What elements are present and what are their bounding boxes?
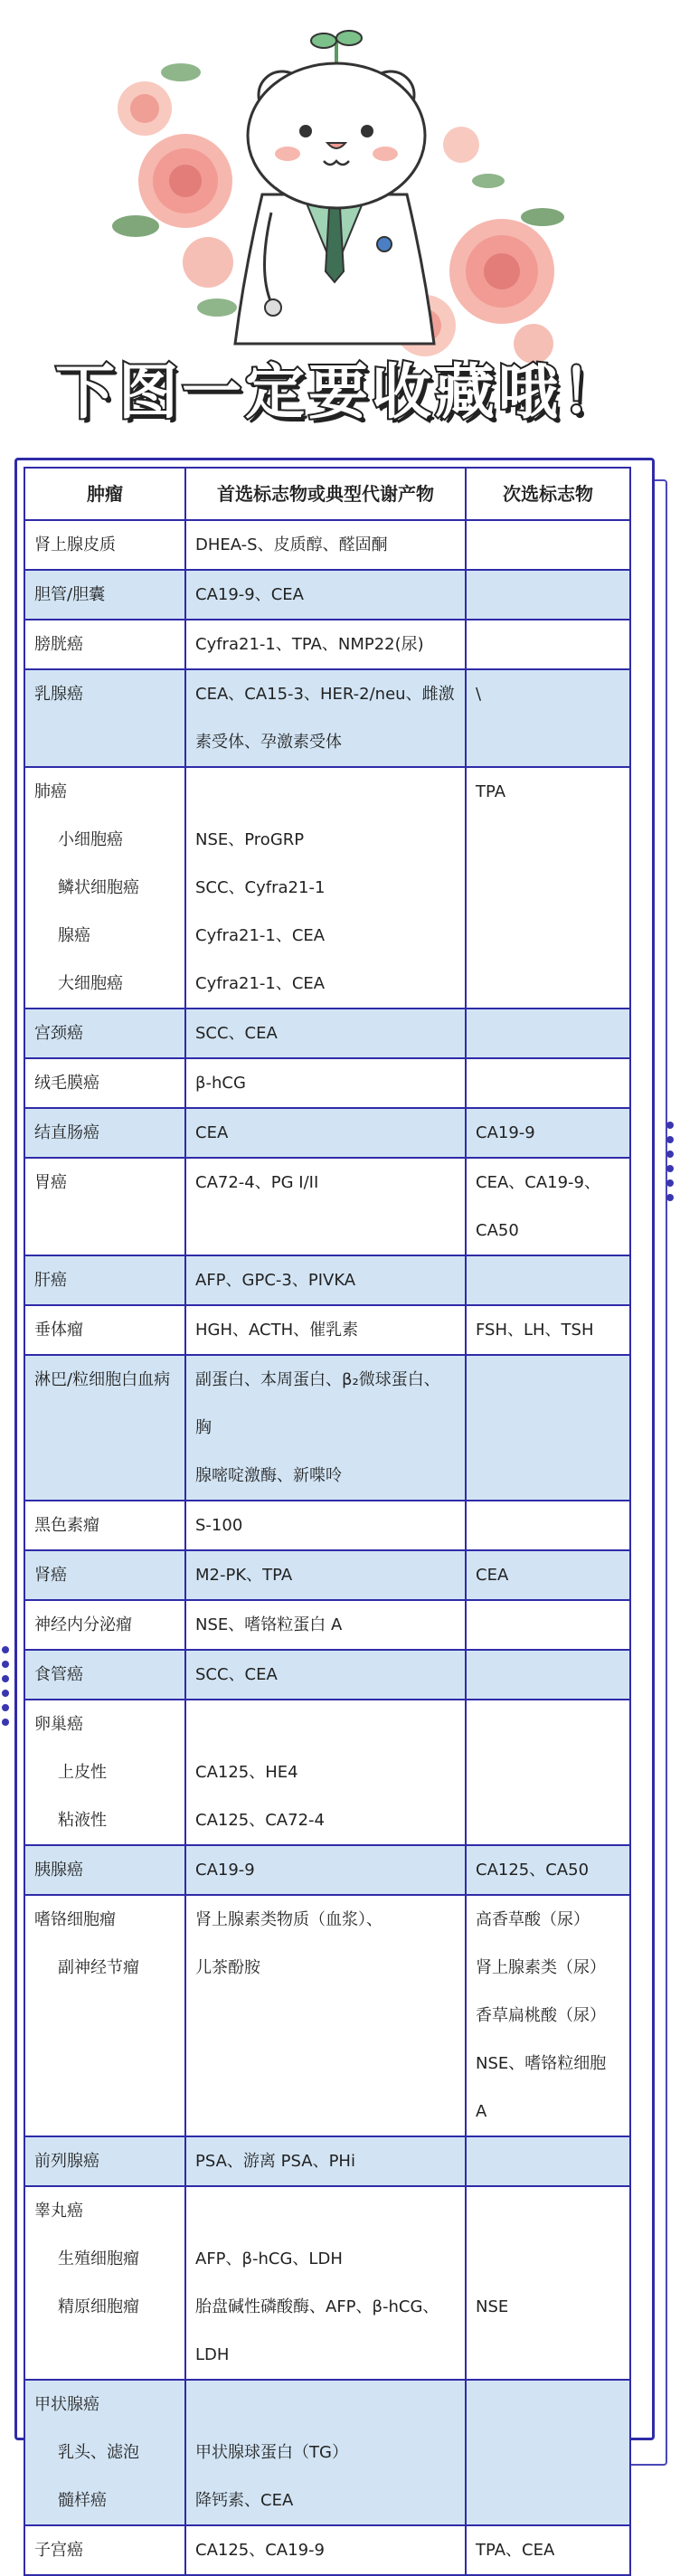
secondary-marker-cell <box>466 520 630 570</box>
tumor-line: 子宫癌 <box>34 2541 83 2560</box>
secondary-line <box>476 1356 620 1404</box>
page-title: 下图一定要收藏哦！ <box>55 357 625 427</box>
table-row <box>24 1355 630 1501</box>
secondary-line: 香草扁桃酸（尿） <box>476 2006 606 2025</box>
tumor-line: 胃癌 <box>34 1173 67 1192</box>
primary-marker-cell <box>185 1550 466 1600</box>
secondary-line: CA50 <box>476 1221 519 1240</box>
secondary-marker-cell <box>466 1158 630 1255</box>
tumor-line: 食管癌 <box>34 1665 83 1684</box>
tumor-line: 粘液性 <box>58 1811 107 1830</box>
tumor-line: 肺癌 <box>34 782 67 801</box>
secondary-line <box>476 1009 620 1057</box>
secondary-line: NSE <box>476 2297 509 2316</box>
tumor-cell <box>24 1355 185 1501</box>
tumor-cell <box>24 2525 185 2575</box>
tumor-line: 肾上腺皮质 <box>34 535 116 554</box>
table-row <box>24 2186 630 2380</box>
secondary-line <box>476 2235 620 2283</box>
table-row <box>24 520 630 570</box>
primary-line <box>195 768 456 816</box>
secondary-marker-cell <box>466 2136 630 2186</box>
secondary-line <box>476 1700 620 1748</box>
tumor-line: 腺癌 <box>58 926 90 945</box>
table-row <box>24 2380 630 2525</box>
tumor-cell <box>24 2380 185 2525</box>
secondary-marker-cell <box>466 1600 630 1650</box>
primary-marker-cell <box>185 570 466 620</box>
sprout-icon <box>311 31 362 63</box>
primary-line: SCC、CEA <box>195 1665 278 1684</box>
primary-line: CEA、CA15-3、HER-2/neu、雌激 <box>195 685 455 704</box>
primary-line: Cyfra21-1、TPA、NMP22(尿) <box>195 635 424 654</box>
primary-line: 腺嘧啶激酶、新喋呤 <box>195 1466 342 1485</box>
primary-line: CA125、CA72-4 <box>195 1811 325 1830</box>
primary-line <box>195 1700 456 1748</box>
table-row <box>24 1600 630 1650</box>
secondary-line <box>476 1651 620 1699</box>
tumor-line: 副神经节瘤 <box>58 1958 139 1977</box>
table-row <box>24 1158 630 1255</box>
table-row <box>24 1305 630 1355</box>
secondary-marker-cell <box>466 1009 630 1058</box>
secondary-line: CEA <box>476 1566 509 1585</box>
primary-line <box>195 2381 456 2429</box>
primary-line: HGH、ACTH、催乳素 <box>195 1321 359 1340</box>
primary-marker-cell <box>185 1009 466 1058</box>
secondary-marker-cell <box>466 2380 630 2525</box>
tumor-cell <box>24 1650 185 1700</box>
secondary-line: \ <box>476 685 482 704</box>
table-row <box>24 1501 630 1550</box>
primary-line: SCC、CEA <box>195 1024 278 1043</box>
tumor-line: 胆管/胆囊 <box>34 585 106 604</box>
tumor-cell <box>24 570 185 620</box>
secondary-marker-cell <box>466 1108 630 1158</box>
table-row <box>24 2136 630 2186</box>
secondary-line <box>476 2381 620 2429</box>
tumor-line: 胰腺癌 <box>34 1861 83 1880</box>
secondary-line <box>476 571 620 619</box>
secondary-line <box>476 2187 620 2235</box>
primary-marker-cell <box>185 1700 466 1845</box>
table-row <box>24 1108 630 1158</box>
primary-line: CA72-4、PG I/II <box>195 1173 319 1192</box>
tumor-cell <box>24 1700 185 1845</box>
table-row <box>24 1058 630 1108</box>
primary-line: 副蛋白、本周蛋白、β₂微球蛋白、胸 <box>195 1370 440 1437</box>
primary-marker-cell <box>185 520 466 570</box>
tumor-cell <box>24 520 185 570</box>
tumor-line: 乳腺癌 <box>34 685 83 704</box>
primary-line: 降钙素、CEA <box>195 2491 294 2510</box>
secondary-marker-cell <box>466 1355 630 1501</box>
primary-line: Cyfra21-1、CEA <box>195 926 326 945</box>
primary-line: M2-PK、TPA <box>195 1566 293 1585</box>
table-row <box>24 1700 630 1845</box>
tumor-line: 神经内分泌瘤 <box>34 1615 132 1634</box>
primary-line: AFP、β-hCG、LDH <box>195 2249 343 2268</box>
table-row <box>24 1650 630 1700</box>
header-secondary-marker: 次选标志物 <box>466 468 630 520</box>
tumor-line: 绒毛膜癌 <box>34 1074 99 1093</box>
primary-line: 素受体、孕激素受体 <box>195 733 342 752</box>
primary-line: CA19-9、CEA <box>195 585 304 604</box>
tumor-line: 精原细胞瘤 <box>58 2297 139 2316</box>
tumor-line: 肝癌 <box>34 1271 67 1290</box>
tumor-line: 鳞状细胞癌 <box>58 878 139 897</box>
secondary-marker-cell <box>466 1255 630 1305</box>
secondary-line: CA19-9 <box>476 1123 535 1142</box>
table-row <box>24 767 630 1009</box>
tumor-cell <box>24 1305 185 1355</box>
secondary-marker-cell <box>466 2186 630 2380</box>
secondary-marker-cell <box>466 1845 630 1895</box>
secondary-marker-cell <box>466 2525 630 2575</box>
secondary-line: CA125、CA50 <box>476 1861 590 1880</box>
primary-line: DHEA-S、皮质醇、醛固酮 <box>195 535 388 554</box>
secondary-marker-cell <box>466 1305 630 1355</box>
tumor-cell <box>24 1108 185 1158</box>
primary-marker-cell <box>185 1108 466 1158</box>
secondary-line: NSE、嗜铬粒细胞 A <box>476 2054 607 2121</box>
tumor-line: 垂体瘤 <box>34 1321 83 1340</box>
primary-line: AFP、GPC-3、PIVKA <box>195 1271 356 1290</box>
primary-line: SCC、Cyfra21-1 <box>195 878 326 897</box>
secondary-line <box>476 2137 620 2185</box>
primary-marker-cell <box>185 1255 466 1305</box>
header-tumor: 肿瘤 <box>24 468 185 520</box>
secondary-line: TPA <box>476 782 506 801</box>
tumor-line: 髓样癌 <box>58 2491 107 2510</box>
secondary-line <box>476 1501 620 1549</box>
secondary-marker-cell <box>466 1550 630 1600</box>
secondary-marker-cell <box>466 767 630 1009</box>
tumor-line: 肾癌 <box>34 1566 67 1585</box>
tumor-cell <box>24 2136 185 2186</box>
secondary-marker-cell <box>466 1650 630 1700</box>
table-row <box>24 570 630 620</box>
tumor-cell <box>24 1501 185 1550</box>
tumor-cell <box>24 1895 185 2136</box>
primary-line: 儿茶酚胺 <box>195 1958 260 1977</box>
tumor-cell <box>24 1158 185 1255</box>
primary-marker-cell <box>185 1600 466 1650</box>
tumor-line: 淋巴/粒细胞白血病 <box>34 1370 171 1389</box>
primary-marker-cell <box>185 1355 466 1501</box>
tumor-line: 上皮性 <box>58 1763 107 1782</box>
primary-marker-cell <box>185 1058 466 1108</box>
tumor-line: 甲状腺癌 <box>34 2395 99 2414</box>
primary-line: CA125、HE4 <box>195 1763 298 1782</box>
table-row <box>24 620 630 669</box>
header-primary-marker: 首选标志物或典型代谢产物 <box>185 468 466 520</box>
primary-marker-cell <box>185 2525 466 2575</box>
tumor-line: 嗜铬细胞瘤 <box>34 1910 116 1929</box>
secondary-line <box>476 1059 620 1107</box>
secondary-marker-cell <box>466 1058 630 1108</box>
primary-marker-cell <box>185 1501 466 1550</box>
primary-marker-cell <box>185 620 466 669</box>
tumor-line: 黑色素瘤 <box>34 1516 99 1535</box>
primary-line: CEA <box>195 1123 229 1142</box>
primary-line: CA125、CA19-9 <box>195 2541 325 2560</box>
tumor-line: 乳头、滤泡 <box>58 2443 139 2462</box>
primary-line: β-hCG <box>195 1074 246 1093</box>
primary-marker-cell <box>185 1895 466 2136</box>
tumor-cell <box>24 669 185 767</box>
primary-marker-cell <box>185 1845 466 1895</box>
primary-line: NSE、嗜铬粒蛋白 A <box>195 1615 343 1634</box>
tumor-cell <box>24 1255 185 1305</box>
table-row <box>24 1009 630 1058</box>
secondary-line: 高香草酸（尿） <box>476 1910 590 1929</box>
primary-marker-cell <box>185 2380 466 2525</box>
secondary-marker-cell <box>466 1700 630 1845</box>
tumor-cell <box>24 2186 185 2380</box>
table-row <box>24 1845 630 1895</box>
tumor-line: 宫颈癌 <box>34 1024 83 1043</box>
table-row <box>24 2525 630 2575</box>
tumor-line: 小细胞癌 <box>58 830 123 849</box>
tumor-cell <box>24 620 185 669</box>
secondary-line: TPA、CEA <box>476 2541 555 2560</box>
secondary-marker-cell <box>466 1895 630 2136</box>
tumor-line: 结直肠癌 <box>34 1123 99 1142</box>
primary-line: 甲状腺球蛋白（TG） <box>195 2443 348 2462</box>
primary-marker-cell <box>185 1650 466 1700</box>
primary-marker-cell <box>185 1158 466 1255</box>
primary-marker-cell <box>185 1305 466 1355</box>
primary-marker-cell <box>185 2186 466 2380</box>
secondary-marker-cell <box>466 570 630 620</box>
secondary-line: FSH、LH、TSH <box>476 1321 594 1340</box>
secondary-line <box>476 1256 620 1304</box>
tumor-line: 生殖细胞瘤 <box>58 2249 139 2268</box>
tumor-marker-table <box>24 467 631 2576</box>
tumor-cell <box>24 1550 185 1600</box>
tumor-line: 卵巢癌 <box>34 1715 83 1734</box>
table-row <box>24 1550 630 1600</box>
secondary-line <box>476 620 620 668</box>
primary-marker-cell <box>185 2136 466 2186</box>
tumor-cell <box>24 767 185 1009</box>
secondary-line: 肾上腺素类（尿） <box>476 1958 606 1977</box>
table-header-row <box>24 468 630 520</box>
secondary-line <box>476 1601 620 1649</box>
primary-marker-cell <box>185 767 466 1009</box>
table-row <box>24 1895 630 2136</box>
tumor-cell <box>24 1009 185 1058</box>
tumor-line: 膀胱癌 <box>34 635 83 654</box>
primary-line: 肾上腺素类物质（血浆）、 <box>195 1910 382 1929</box>
secondary-line: CEA、CA19-9、 <box>476 1173 600 1192</box>
primary-line: CA19-9 <box>195 1861 255 1880</box>
table-row <box>24 669 630 767</box>
tumor-line: 睾丸癌 <box>34 2202 83 2221</box>
tumor-line: 大细胞癌 <box>58 974 123 993</box>
tumor-cell <box>24 1845 185 1895</box>
secondary-marker-cell <box>466 1501 630 1550</box>
primary-marker-cell <box>185 669 466 767</box>
tumor-cell <box>24 1600 185 1650</box>
primary-line: PSA、游离 PSA、PHi <box>195 2152 355 2171</box>
secondary-marker-cell <box>466 669 630 767</box>
secondary-marker-cell <box>466 620 630 669</box>
tumor-cell <box>24 1058 185 1108</box>
table-row <box>24 1255 630 1305</box>
primary-line: S-100 <box>195 1516 243 1535</box>
right-dots-decoration <box>666 1122 675 1208</box>
primary-line: 胎盘碱性磷酸酶、AFP、β-hCG、LDH <box>195 2297 439 2364</box>
primary-line <box>195 2187 456 2235</box>
tumor-line: 前列腺癌 <box>34 2152 99 2171</box>
primary-line: NSE、ProGRP <box>195 830 305 849</box>
left-dots-decoration <box>2 1646 11 1733</box>
primary-line: Cyfra21-1、CEA <box>195 974 326 993</box>
secondary-line <box>476 521 620 569</box>
